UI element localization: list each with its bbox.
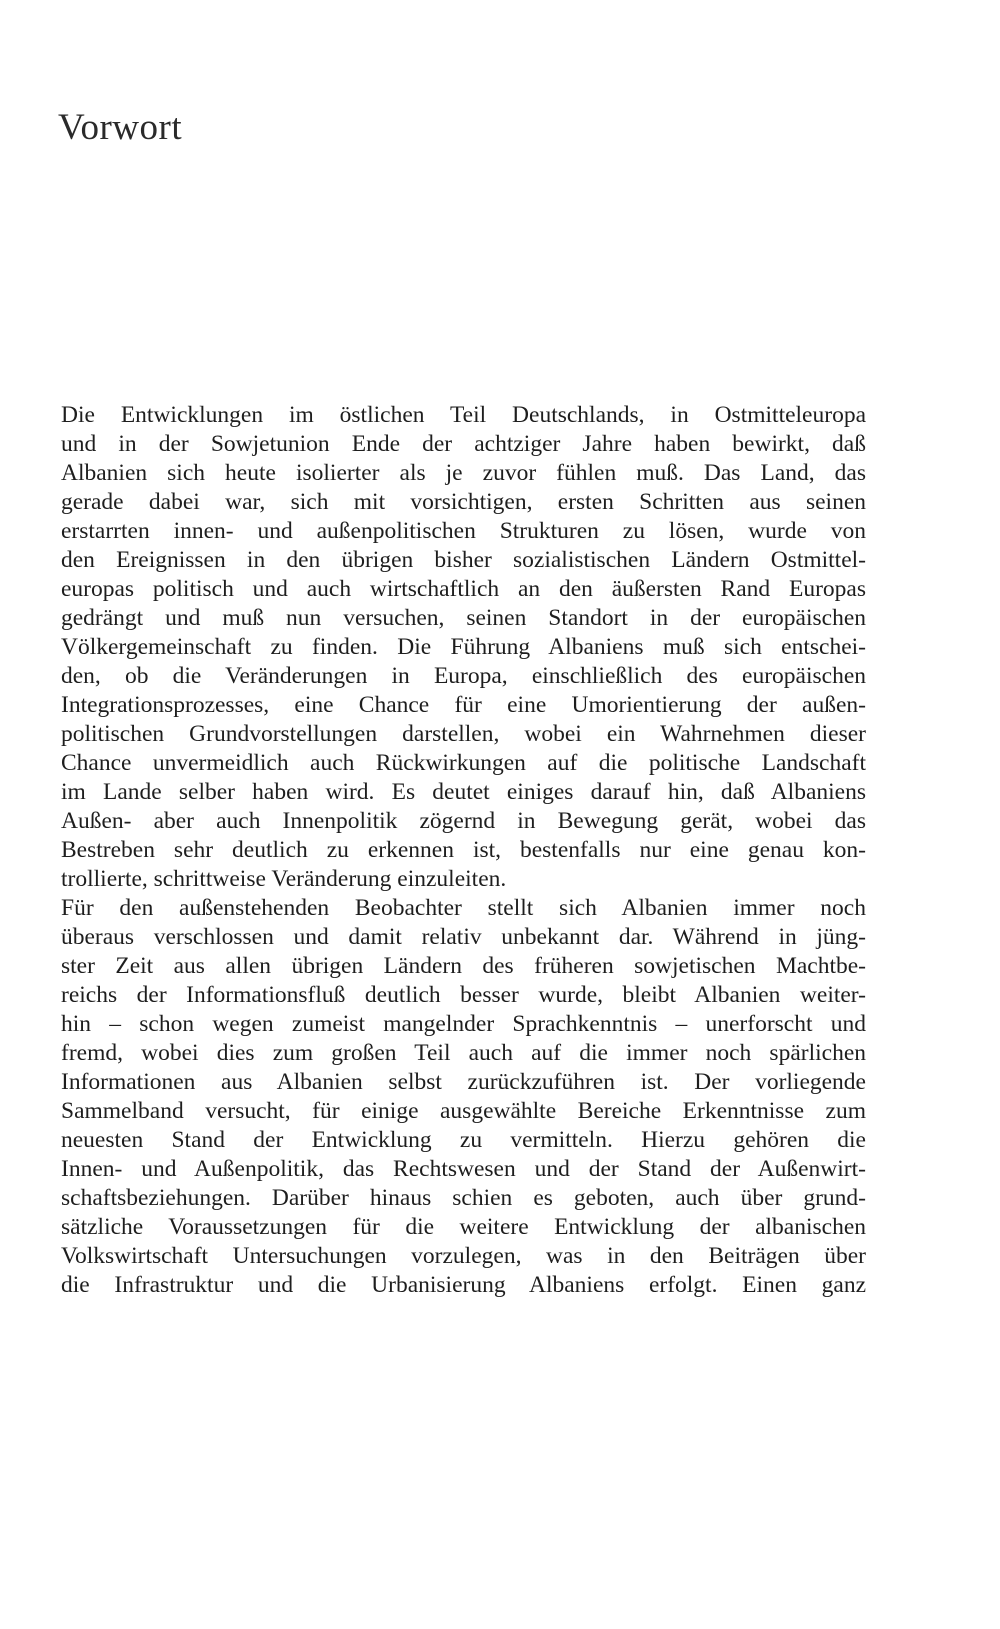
text-line: den Ereignissen in den übrigen bisher sozialistischen Ländern Ostmittel-	[61, 547, 866, 573]
text-line: gerade dabei war, sich mit vorsichtigen, ersten Schritten aus seinen	[61, 489, 866, 515]
text-line: Völkergemeinschaft zu finden. Die Führung Albaniens muß sich entschei-	[61, 634, 866, 660]
paragraph-2	[61, 894, 866, 1300]
text-line: sätzliche Voraussetzungen für die weitere Entwicklung der albanischen	[61, 1214, 866, 1240]
paragraph-1	[61, 401, 866, 894]
text-line: Bestreben sehr deutlich zu erkennen ist, bestenfalls nur eine genau kon-	[61, 837, 866, 863]
text-line: und in der Sowjetunion Ende der achtziger Jahre haben bewirkt, daß	[61, 431, 866, 457]
text-line: die Infrastruktur und die Urbanisierung Albaniens erfolgt. Einen ganz	[61, 1272, 866, 1298]
text-line: fremd, wobei dies zum großen Teil auch auf die immer noch spärlichen	[61, 1040, 866, 1066]
text-line: überaus verschlossen und damit relativ unbekannt dar. Während in jüng-	[61, 924, 866, 950]
text-line: Innen- und Außenpolitik, das Rechtswesen und der Stand der Außenwirt-	[61, 1156, 866, 1182]
text-line: Chance unvermeidlich auch Rückwirkungen auf die politische Landschaft	[61, 750, 866, 776]
text-line: Informationen aus Albanien selbst zurückzuführen ist. Der vorliegende	[61, 1069, 866, 1095]
text-line: ster Zeit aus allen übrigen Ländern des früheren sowjetischen Machtbe-	[61, 953, 866, 979]
text-line: reichs der Informationsfluß deutlich besser wurde, bleibt Albanien weiter-	[61, 982, 866, 1008]
text-line: Außen- aber auch Innenpolitik zögernd in Bewegung gerät, wobei das	[61, 808, 866, 834]
text-line: politischen Grundvorstellungen darstellen, wobei ein Wahrnehmen dieser	[61, 721, 866, 747]
text-line: Für den außenstehenden Beobachter stellt sich Albanien immer noch	[61, 895, 866, 921]
page-title: Vorwort	[58, 107, 183, 148]
text-line: gedrängt und muß nun versuchen, seinen Standort in der europäischen	[61, 605, 866, 631]
text-line: hin – schon wegen zumeist mangelnder Sprachkenntnis – unerforscht und	[61, 1011, 866, 1037]
text-line: europas politisch und auch wirtschaftlich an den äußersten Rand Europas	[61, 576, 866, 602]
text-line: den, ob die Veränderungen in Europa, einschließlich des europäischen	[61, 663, 866, 689]
body-text	[61, 401, 866, 1300]
text-line: neuesten Stand der Entwicklung zu vermitteln. Hierzu gehören die	[61, 1127, 866, 1153]
text-line: erstarrten innen- und außenpolitischen Strukturen zu lösen, wurde von	[61, 518, 866, 544]
text-line: Albanien sich heute isolierter als je zuvor fühlen muß. Das Land, das	[61, 460, 866, 486]
text-line: trollierte, schrittweise Veränderung einzuleiten.	[61, 866, 507, 892]
text-line: Volkswirtschaft Untersuchungen vorzulegen, was in den Beiträgen über	[61, 1243, 866, 1269]
text-line: Die Entwicklungen im östlichen Teil Deutschlands, in Ostmitteleuropa	[61, 402, 866, 428]
text-line: im Lande selber haben wird. Es deutet einiges darauf hin, daß Albaniens	[61, 779, 866, 805]
text-line: Integrationsprozesses, eine Chance für eine Umorientierung der außen-	[61, 692, 866, 718]
text-line: schaftsbeziehungen. Darüber hinaus schien es geboten, auch über grund-	[61, 1185, 866, 1211]
text-line: Sammelband versucht, für einige ausgewählte Bereiche Erkenntnisse zum	[61, 1098, 866, 1124]
